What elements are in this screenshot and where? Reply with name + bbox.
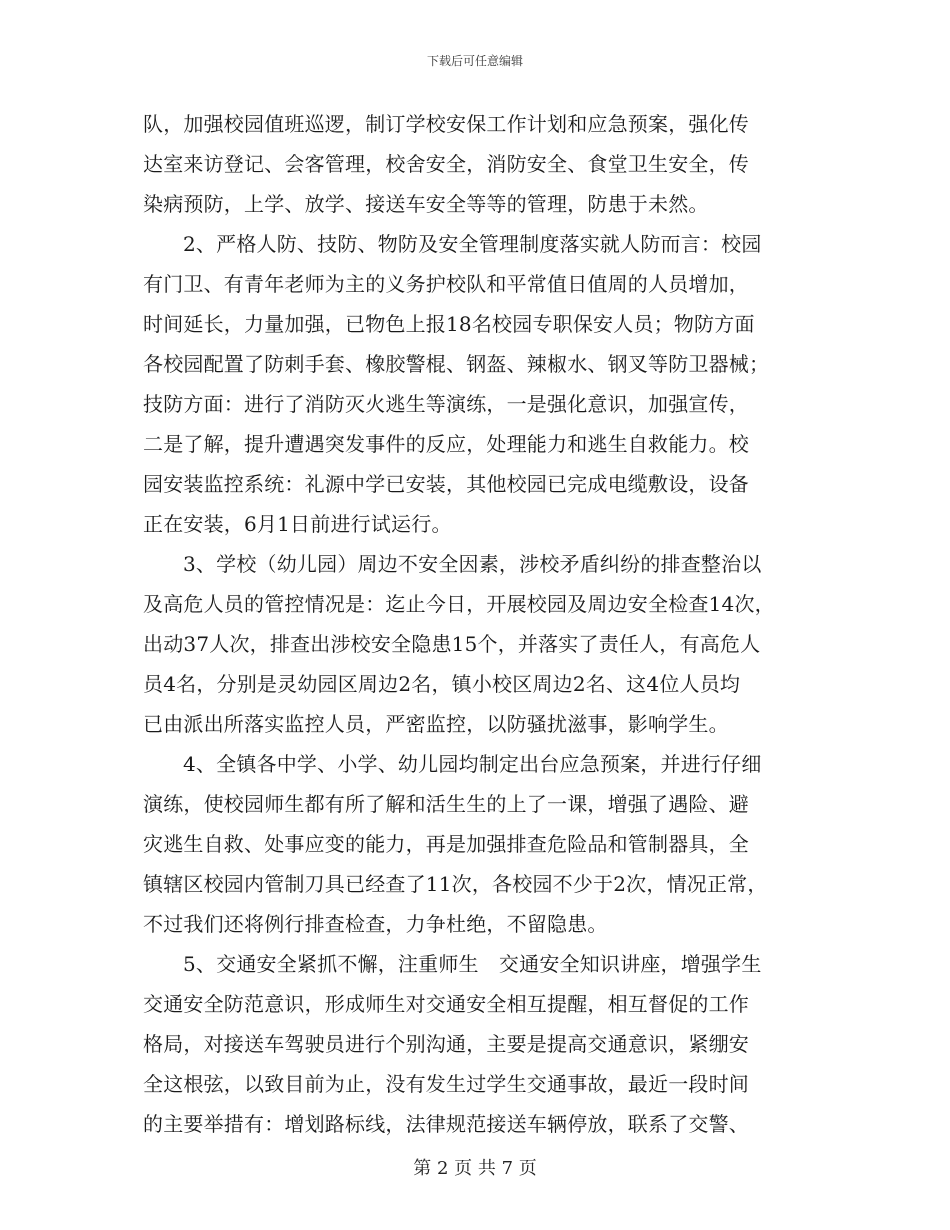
- paragraph-line: 有门卫、有青年老师为主的义务护校队和平常值日值周的人员增加，: [143, 272, 749, 296]
- paragraph-line: 各校园配置了防刺手套、橡胶警棍、钢盔、辣椒水、钢叉等防卫器械；: [143, 352, 770, 376]
- paragraph-line: 技防方面：进行了消防灭火逃生等演练，一是强化意识，加强宣传，: [143, 392, 749, 416]
- document-body: [143, 104, 813, 1144]
- paragraph-line: 演练，使校园师生都有所了解和活生生的上了一课，增强了遇险、避: [143, 792, 749, 816]
- paragraph-line: 队，加强校园值班巡逻，制订学校安保工作计划和应急预案，强化传: [143, 112, 749, 136]
- paragraph-line: 正在安装，6月1日前进行试运行。: [143, 512, 452, 536]
- paragraph-line: 2、严格人防、技防、物防及安全管理制度落实就人防而言：校园: [183, 232, 762, 256]
- paragraph-line: 及高危人员的管控情况是：迄止今日，开展校园及周边安全检查14次，: [143, 592, 775, 616]
- paragraph-line: 交通安全防范意识，形成师生对交通安全相互提醒，相互督促的工作: [143, 992, 749, 1016]
- paragraph-line: 灾逃生自救、处事应变的能力，再是加强排查危险品和管制器具，全: [143, 832, 749, 856]
- page-number: 第 2 页 共 7 页: [413, 1158, 537, 1179]
- paragraph-line: 4、全镇各中学、小学、幼儿园均制定出台应急预案，并进行仔细: [183, 752, 762, 776]
- paragraph-line: 3、学校（幼儿园）周边不安全因素，涉校矛盾纠纷的排查整治以: [183, 552, 762, 576]
- paragraph-line: 时间延长，力量加强，已物色上报18名校园专职保安人员；物防方面: [143, 312, 755, 336]
- paragraph-line: 5、交通安全紧抓不懈，注重师生 交通安全知识讲座，增强学生: [183, 952, 762, 976]
- paragraph-line: 达室来访登记、会客管理，校舍安全，消防安全、食堂卫生安全，传: [143, 152, 749, 176]
- paragraph-line: 不过我们还将例行排查检查，力争杜绝，不留隐患。: [143, 912, 608, 936]
- paragraph-line: 已由派出所落实监控人员，严密监控，以防骚扰滋事，影响学生。: [143, 712, 729, 736]
- paragraph-line: 染病预防，上学、放学、接送车安全等等的管理，防患于未然。: [143, 192, 709, 216]
- paragraph-line: 全这根弦，以致目前为止，没有发生过学生交通事故，最近一段时间: [143, 1072, 749, 1096]
- header-note: 下载后可任意编辑: [426, 54, 523, 68]
- paragraph-line: 二是了解，提升遭遇突发事件的反应，处理能力和逃生自救能力。校: [143, 432, 749, 456]
- paragraph-line: 的主要举措有：增划路标线，法律规范接送车辆停放，联系了交警、: [143, 1112, 749, 1136]
- paragraph-line: 员4名，分别是灵幼园区周边2名，镇小校区周边2名、这4位人员均: [143, 672, 741, 696]
- paragraph-line: 出动37人次，排查出涉校安全隐患15个，并落实了责任人，有高危人: [143, 632, 761, 656]
- paragraph-line: 格局，对接送车驾驶员进行个别沟通，主要是提高交通意识，紧绷安: [143, 1032, 749, 1056]
- paragraph-line: 镇辖区校园内管制刀具已经查了11次，各校园不少于2次，情况正常，: [143, 872, 768, 896]
- paragraph-line: 园安装监控系统：礼源中学已安装，其他校园已完成电缆敷设，设备: [143, 472, 749, 496]
